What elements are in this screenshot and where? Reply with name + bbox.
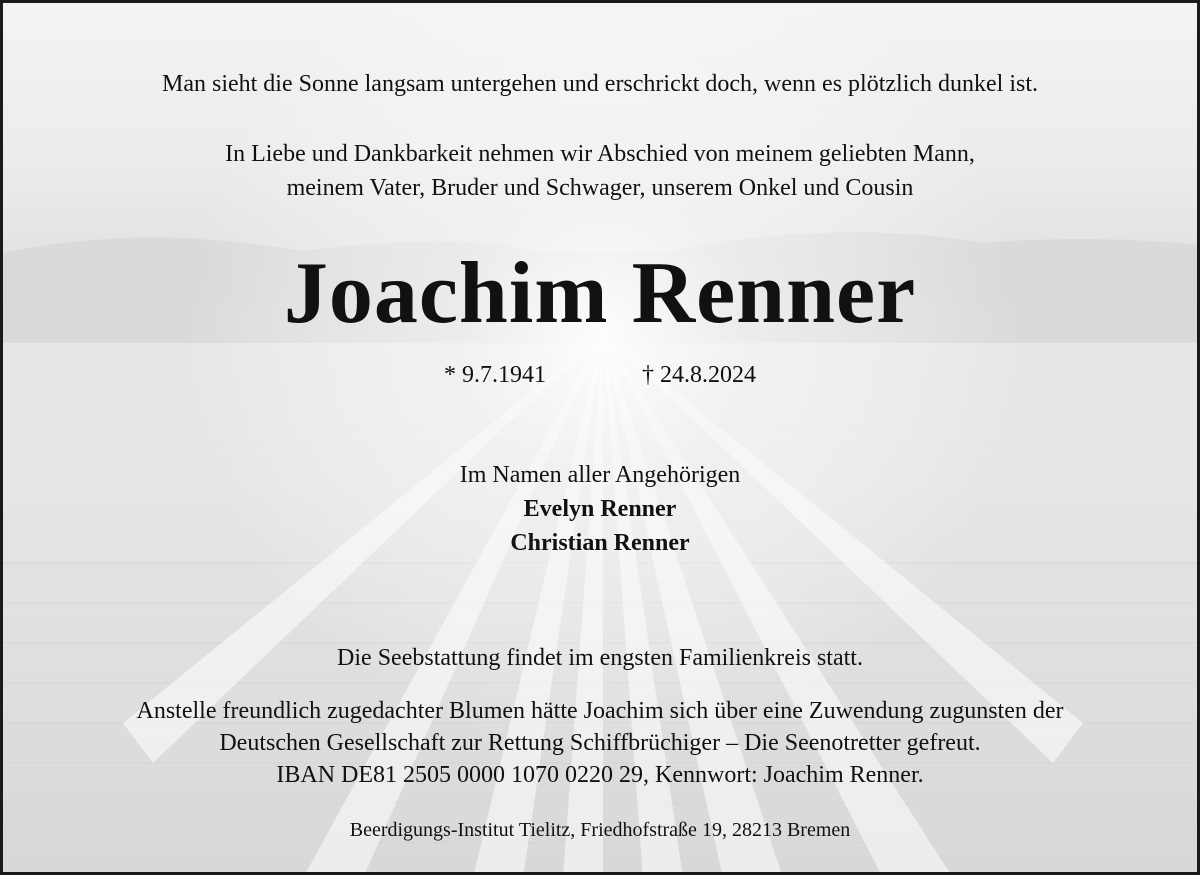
donation-line: Deutschen Gesellschaft zur Rettung Schiffbrüchiger – Die Seenotretter gefreut.	[219, 730, 981, 756]
death-date: † 24.8.2024	[642, 362, 756, 388]
family-member-name: Christian Renner	[510, 530, 690, 556]
donation-line: Anstelle freundlich zugedachter Blumen hätte Joachim sich über eine Zuwendung zugunsten der	[136, 698, 1064, 724]
donation-request	[3, 695, 1197, 791]
donation-line: IBAN DE81 2505 0000 1070 0220 29, Kennwort: Joachim Renner.	[276, 762, 924, 788]
birth-date: * 9.7.1941	[444, 362, 546, 388]
intro-line: meinem Vater, Bruder und Schwager, unserem Onkel und Cousin	[286, 175, 914, 201]
funeral-home: Beerdigungs-Institut Tielitz, Friedhofstraße 19, 28213 Bremen	[349, 819, 851, 841]
burial-note: Die Seebstattung findet im engsten Familienkreis statt.	[337, 645, 863, 671]
verse: Man sieht die Sonne langsam untergehen und erschrickt doch, wenn es plötzlich dunkel ist.	[161, 71, 1039, 97]
family-intro: Im Namen aller Angehörigen	[459, 462, 741, 488]
family-signature	[3, 458, 1197, 560]
life-dates	[3, 358, 1197, 392]
intro-line: In Liebe und Dankbarkeit nehmen wir Abschied von meinem geliebten Mann,	[225, 141, 975, 167]
intro-text	[3, 137, 1197, 205]
family-member-name: Evelyn Renner	[523, 496, 677, 522]
deceased-name: Joachim Renner	[283, 245, 917, 342]
